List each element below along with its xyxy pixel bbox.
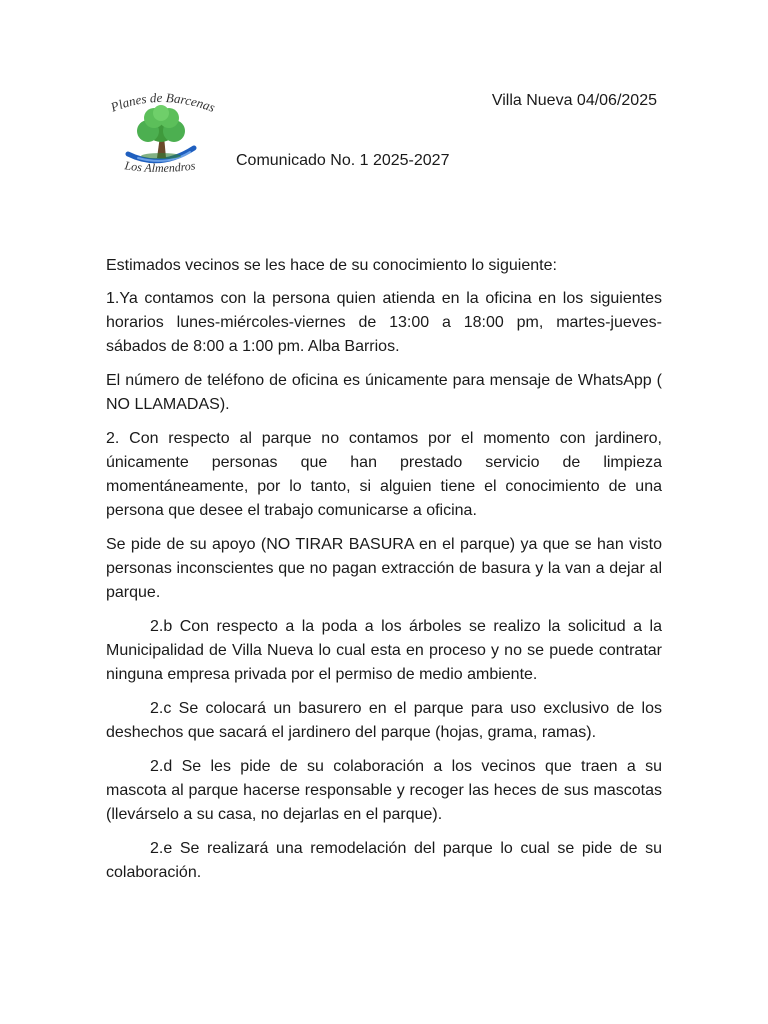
logo-bottom-text: Los Almendros — [123, 158, 197, 176]
document-title: Comunicado No. 1 2025-2027 — [236, 152, 450, 169]
paragraph-2d: 2.d Se les pide de su colaboración a los vecinos que traen a su mascota al parque hacerse responsable y recoger las heces de sus mascotas (llevárselo a su casa, no dejarlas en el parque). — [106, 758, 662, 823]
tree-logo-icon — [98, 86, 228, 186]
intro-paragraph: Estimados vecinos se les hace de su conocimiento lo siguiente: — [106, 257, 557, 274]
letter-body — [106, 254, 662, 895]
paragraph-2e: 2.e Se realizará una remodelación del parque lo cual se pide de su colaboración. — [106, 840, 662, 881]
paragraph-2c: 2.c Se colocará un basurero en el parque para uso exclusivo de los deshechos que sacará el jardinero del parque (hojas, grama, ramas). — [106, 700, 662, 741]
paragraph-no-trash: Se pide de su apoyo (NO TIRAR BASURA en el parque) ya que se han visto personas inconscientes que no pagan extracción de basura y la van a dejar al parque. — [106, 536, 662, 601]
paragraph-office-hours: 1.Ya contamos con la persona quien atienda en la oficina en los siguientes horarios lunes-miércoles-viernes de 13:00 a 18:00 pm, martes-jueves-sábados de 8:00 a 1:00 pm. Alba Barrios. — [106, 290, 662, 355]
paragraph-park-gardener: 2. Con respecto al parque no contamos por el momento con jardinero, únicamente personas que han prestado servicio de limpieza momentáneamente, por lo tanto, si alguien tiene el conocimiento de una persona que desee el trabajo comunicarse a oficina. — [106, 430, 662, 519]
paragraph-2b: 2.b Con respecto a la poda a los árboles se realizo la solicitud a la Municipalidad de Villa Nueva lo cual esta en proceso y no se puede contratar ninguna empresa privada por el permiso de medio ambiente. — [106, 618, 662, 683]
document-date: Villa Nueva 04/06/2025 — [491, 92, 657, 109]
logo-top-text: Planes de Barcenas — [108, 89, 218, 116]
paragraph-phone: El número de teléfono de oficina es únicamente para mensaje de WhatsApp ( NO LLAMADAS). — [106, 372, 662, 413]
community-logo — [98, 86, 228, 186]
